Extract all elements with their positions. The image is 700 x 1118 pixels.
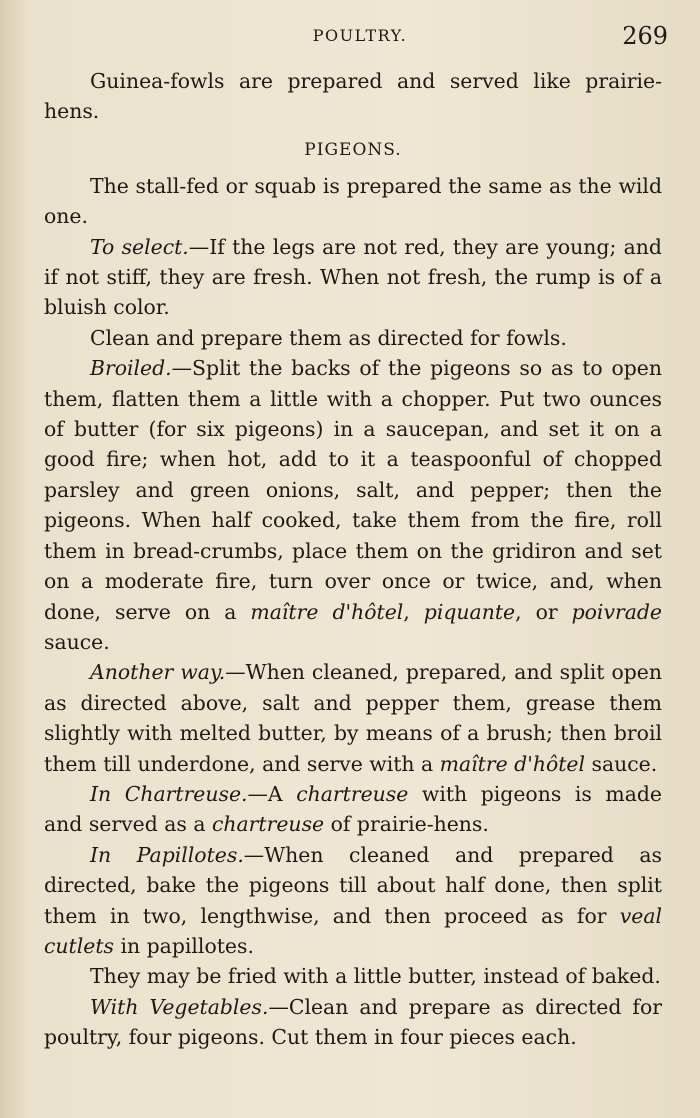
broiled-lead: Broiled. — [90, 356, 172, 381]
fried-text: They may be fried with a little butter, instead of baked. — [90, 964, 661, 989]
broiled-comma: , — [403, 599, 424, 624]
another-way-text: —When cleaned, prepared, and split open as directed above, salt and pepper them, grease them slightly with melted butter, by means of a brush; then broil them till underdone, and serve with a — [44, 660, 662, 776]
section-heading: PIGEONS. — [304, 139, 402, 160]
vegetables-lead: With Vegetables. — [90, 994, 269, 1019]
select-text: —If the legs are not red, they are young; and if not stiff, they are fresh. When not fresh, the rump is of a bluish color. — [44, 234, 662, 320]
chartreuse-text3: of prairie-hens. — [324, 812, 489, 837]
broiled-text: —Split the backs of the pigeons so as to open them, flatten them a little with a chopper. Put two ounces of butter (for six pigeons) in a saucepan, and set it on a good fire; when hot, add to it a teaspoonful of chopped parsley and green onions, salt, and pepper; then the pigeons. When half cooked, take them from the fire, roll them in bread-crumbs, place them on the gridiron and set on a moderate fire, turn over once or twice, and, when done, serve on a — [44, 356, 662, 624]
chartreuse-term2: chartreuse — [211, 812, 325, 837]
another-way-paragraph — [44, 657, 662, 779]
another-way-end: sauce. — [585, 751, 658, 776]
papillotes-end: in papillotes. — [114, 933, 254, 958]
papillotes-lead: In Papillotes. — [90, 842, 244, 867]
broiled-sauce-maitre: maître d'hôtel — [250, 599, 404, 624]
chartreuse-lead: In Chartreuse. — [90, 781, 248, 806]
fried-paragraph — [44, 961, 662, 991]
intro-paragraph — [44, 171, 662, 232]
chartreuse-term1: chartreuse — [296, 781, 409, 806]
broiled-sauce-poivrade: poivrade — [571, 599, 662, 624]
papillotes-paragraph — [44, 840, 662, 962]
page-header — [0, 18, 700, 58]
page-number: 269 — [622, 22, 668, 50]
running-title: POULTRY. — [312, 26, 408, 45]
clean-paragraph — [44, 323, 662, 353]
chartreuse-paragraph — [44, 779, 662, 840]
broiled-paragraph — [44, 353, 662, 657]
broiled-or: , or — [515, 599, 572, 624]
select-lead: To select. — [90, 234, 189, 259]
broiled-end: sauce. — [44, 629, 110, 654]
papillotes-text: —When cleaned and prepared as directed, bake the pigeons till about half done, then split them in two, lengthwise, and then proceed as for — [44, 842, 662, 928]
guinea-fowls-text: Guinea-fowls are prepared and served like prairie-hens. — [44, 69, 662, 124]
chartreuse-text1: —A — [247, 781, 297, 806]
guinea-fowls-paragraph — [44, 66, 662, 127]
clean-text: Clean and prepare them as directed for fowls. — [90, 325, 567, 350]
intro-text: The stall-fed or squab is prepared the same as the wild one. — [44, 173, 662, 229]
page-body — [44, 66, 662, 1053]
papillotes-ref: veal cutlets — [44, 903, 662, 958]
vegetables-text: —Clean and prepare as directed for poultry, four pigeons. Cut them in four pieces each. — [44, 994, 662, 1050]
select-paragraph — [44, 232, 662, 323]
another-way-lead: Another way. — [90, 660, 226, 685]
broiled-sauce-piquante: piquante — [423, 599, 516, 624]
vegetables-paragraph — [44, 992, 662, 1053]
another-way-sauce: maître d'hôtel — [439, 751, 586, 776]
chartreuse-text2: with pigeons is made and served as a — [44, 781, 662, 837]
